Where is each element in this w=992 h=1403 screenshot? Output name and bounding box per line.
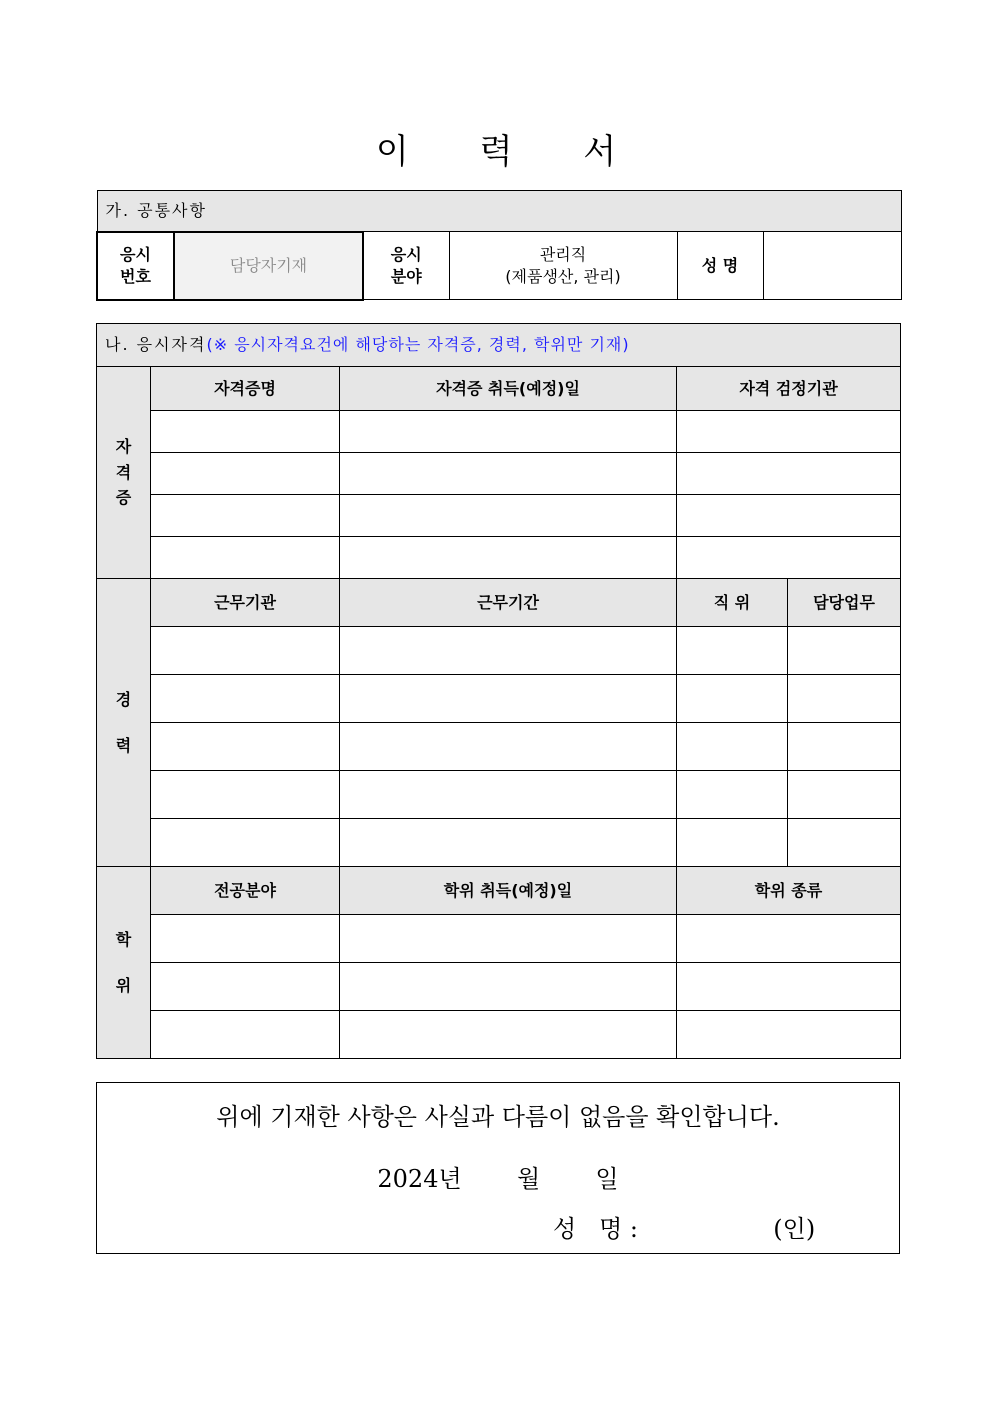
- career-org-cell[interactable]: [151, 723, 340, 771]
- title-char-3: 서: [583, 132, 617, 172]
- career-org-cell[interactable]: [151, 675, 340, 723]
- cert-col-date: 자격증 취득(예정)일: [340, 367, 677, 411]
- cert-org-cell[interactable]: [677, 537, 901, 579]
- career-position-cell[interactable]: [677, 627, 788, 675]
- career-side-char-1: 경: [115, 689, 132, 709]
- career-duty-cell[interactable]: [788, 771, 901, 819]
- cert-name-cell[interactable]: [151, 495, 340, 537]
- application-field-line2: (제품생산, 관리): [505, 266, 621, 286]
- cert-side-label: [97, 367, 151, 579]
- table-row: [97, 675, 901, 723]
- career-side-label: [97, 579, 151, 867]
- cert-org-cell[interactable]: [677, 411, 901, 453]
- career-duty-cell[interactable]: [788, 675, 901, 723]
- table-row: [97, 411, 901, 453]
- career-col-period: 근무기간: [340, 579, 677, 627]
- career-position-cell[interactable]: [677, 819, 788, 867]
- career-side-char-2: 력: [115, 735, 132, 755]
- table-row: [97, 537, 901, 579]
- name-field[interactable]: [763, 232, 901, 300]
- qualification-table: [96, 323, 901, 1059]
- degree-major-cell[interactable]: [151, 1011, 340, 1059]
- degree-side-char-1: 학: [115, 929, 132, 949]
- exam-number-field[interactable]: 담당자기재: [174, 232, 363, 300]
- degree-col-date: 학위 취득(예정)일: [340, 867, 677, 915]
- career-period-cell[interactable]: [340, 819, 677, 867]
- degree-side-label: [97, 867, 151, 1059]
- career-period-cell[interactable]: [340, 723, 677, 771]
- career-col-org: 근무기관: [151, 579, 340, 627]
- table-row: [97, 1011, 901, 1059]
- cert-org-cell[interactable]: [677, 453, 901, 495]
- confirmation-box: [96, 1082, 900, 1254]
- date-day: 일: [595, 1165, 619, 1193]
- degree-type-cell[interactable]: [677, 963, 901, 1011]
- career-period-cell[interactable]: [340, 771, 677, 819]
- career-col-duty: 담당업무: [788, 579, 901, 627]
- career-position-cell[interactable]: [677, 771, 788, 819]
- table-row: [97, 915, 901, 963]
- career-org-cell[interactable]: [151, 627, 340, 675]
- table-row: [97, 771, 901, 819]
- name-label: 성 명: [677, 232, 763, 300]
- cert-date-cell[interactable]: [340, 495, 677, 537]
- career-position-cell[interactable]: [677, 675, 788, 723]
- date-year: 2024년: [377, 1165, 462, 1193]
- application-field-line1: 관리직: [539, 244, 587, 264]
- cert-name-cell[interactable]: [151, 411, 340, 453]
- degree-date-cell[interactable]: [340, 915, 677, 963]
- cert-name-cell[interactable]: [151, 453, 340, 495]
- career-org-cell[interactable]: [151, 819, 340, 867]
- cert-date-cell[interactable]: [340, 537, 677, 579]
- cert-date-cell[interactable]: [340, 411, 677, 453]
- cert-name-cell[interactable]: [151, 537, 340, 579]
- table-row: [97, 819, 901, 867]
- career-duty-cell[interactable]: [788, 819, 901, 867]
- career-position-cell[interactable]: [677, 723, 788, 771]
- section2-heading-text: 나. 응시자격: [105, 335, 207, 355]
- confirmation-date: [97, 1159, 899, 1194]
- degree-date-cell[interactable]: [340, 1011, 677, 1059]
- application-field-value: [449, 232, 677, 300]
- cert-side-char-1: 자: [115, 437, 132, 457]
- table-row: [97, 963, 901, 1011]
- career-period-cell[interactable]: [340, 675, 677, 723]
- cert-side-char-2: 격: [115, 462, 132, 482]
- signature-line: [553, 1209, 815, 1244]
- degree-major-cell[interactable]: [151, 963, 340, 1011]
- title-char-2: 력: [479, 132, 513, 172]
- career-period-cell[interactable]: [340, 627, 677, 675]
- degree-col-major: 전공분야: [151, 867, 340, 915]
- application-field-label: 응시 분야: [363, 232, 449, 300]
- cert-date-cell[interactable]: [340, 453, 677, 495]
- seal-mark[interactable]: (인): [773, 1215, 816, 1243]
- section2-note: (※ 응시자격요건에 해당하는 자격증, 경력, 학위만 기재): [206, 335, 630, 355]
- exam-number-label: 응시 번호: [97, 232, 174, 300]
- confirmation-statement: 위에 기재한 사항은 사실과 다름이 없음을 확인합니다.: [216, 1103, 780, 1131]
- table-row: [97, 495, 901, 537]
- table-row: [97, 627, 901, 675]
- degree-side-char-2: 위: [115, 975, 132, 995]
- degree-type-cell[interactable]: [677, 915, 901, 963]
- cert-side-char-3: 증: [115, 488, 132, 508]
- career-duty-cell[interactable]: [788, 627, 901, 675]
- cert-col-org: 자격 검정기관: [677, 367, 901, 411]
- cert-org-cell[interactable]: [677, 495, 901, 537]
- title-char-1: 이: [375, 132, 409, 172]
- table-row: [97, 453, 901, 495]
- career-col-position: 직 위: [677, 579, 788, 627]
- career-duty-cell[interactable]: [788, 723, 901, 771]
- degree-type-cell[interactable]: [677, 1011, 901, 1059]
- career-org-cell[interactable]: [151, 771, 340, 819]
- section1-heading: 가. 공통사항: [97, 191, 901, 232]
- degree-col-type: 학위 종류: [677, 867, 901, 915]
- date-month: 월: [516, 1165, 541, 1193]
- degree-date-cell[interactable]: [340, 963, 677, 1011]
- section2-heading: [97, 324, 901, 367]
- common-info-table: [96, 190, 902, 301]
- table-row: [97, 723, 901, 771]
- document-title: [0, 124, 992, 173]
- cert-col-name: 자격증명: [151, 367, 340, 411]
- signer-label: 성 명 :: [553, 1215, 638, 1243]
- degree-major-cell[interactable]: [151, 915, 340, 963]
